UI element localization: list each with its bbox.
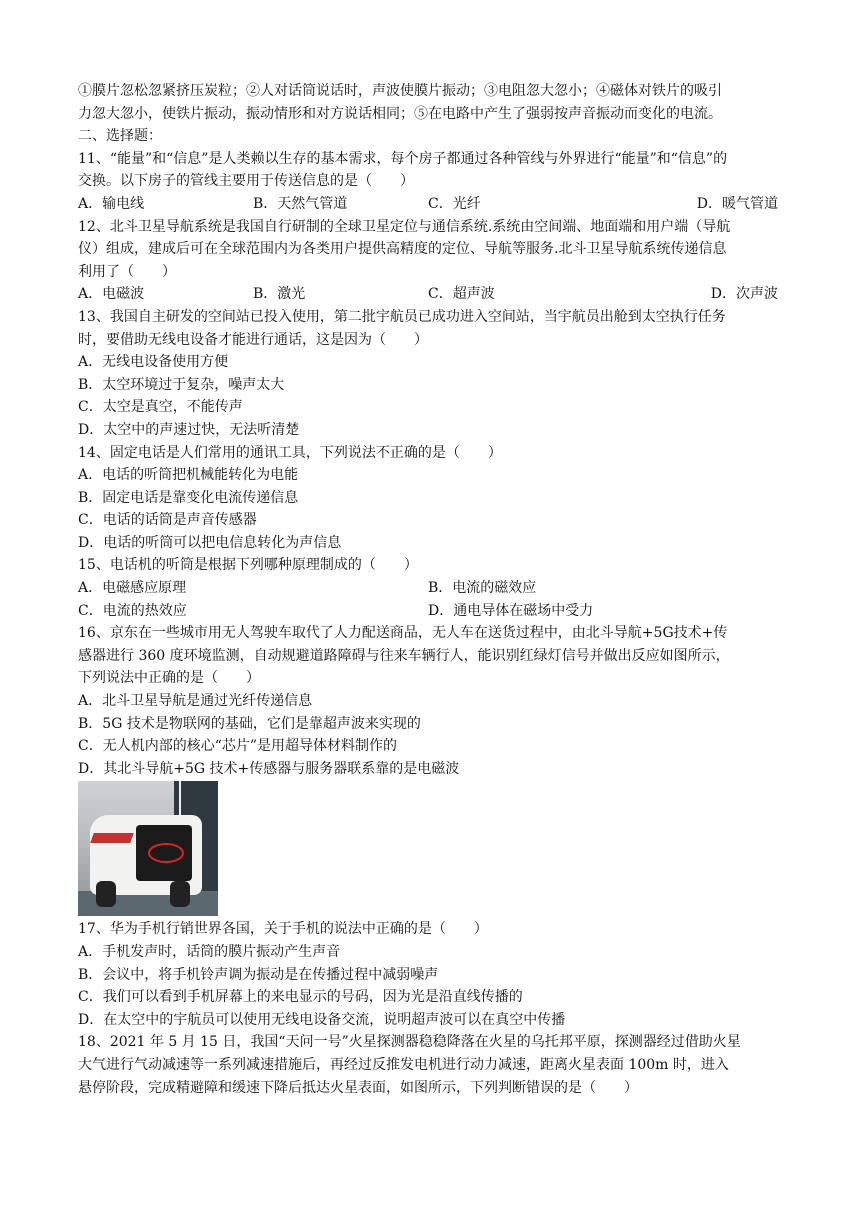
- option-c[interactable]: C．电话的话筒是声音传感器: [78, 512, 257, 529]
- option-a[interactable]: A．电磁波: [78, 286, 145, 303]
- intro-line-1: ①膜片忽松忽紧挤压炭粒；②人对话筒说话时，声波使膜片振动；③电阻忽大忽小；④磁体对铁片的吸引: [78, 83, 722, 99]
- option-b[interactable]: B．激光: [253, 286, 306, 303]
- question-16: [78, 622, 778, 916]
- question-stem: 13、我国自主研发的空间站已投入使用，第二批宇航员已成功进入空间站，当宇航员出舱到太空执行任务: [78, 308, 726, 325]
- question-11: [78, 148, 778, 216]
- option-b[interactable]: B．会议中，将手机铃声调为振动是在传播过程中减弱噪声: [78, 966, 439, 983]
- question-stem: 17、华为手机行销世界各国，关于手机的说法中正确的是（ ）: [78, 921, 488, 938]
- question-14: [78, 442, 778, 555]
- option-d[interactable]: D．在太空中的宇航员可以使用无线电设备交流，说明超声波可以在真空中传播: [78, 1011, 566, 1028]
- intro-line-2: 力忽大忽小，使铁片振动，振动情形和对方说话相同；⑤在电路中产生了强弱按声音振动而变化的电流。: [78, 105, 722, 122]
- question-stem: 16、京东在一些城市用无人驾驶车取代了人力配送商品，无人车在送货过程中，由北斗导航+5G技术+传: [78, 625, 728, 642]
- option-c[interactable]: C．我们可以看到手机屏幕上的来电显示的号码，因为光是沿直线传播的: [78, 989, 523, 1006]
- question-stem: 悬停阶段，完成精避障和缓速下降后抵达火星表面，如图所示，下列判断错误的是（ ）: [78, 1079, 638, 1096]
- option-b[interactable]: B．电流的磁效应: [428, 580, 537, 597]
- option-a[interactable]: A．北斗卫星导航是通过光纤传递信息: [78, 693, 313, 710]
- option-a[interactable]: A．电磁感应原理: [78, 580, 187, 597]
- option-d[interactable]: D．暖气管道: [696, 195, 778, 212]
- question-13: [78, 306, 778, 442]
- option-a[interactable]: A．输电线: [78, 195, 145, 212]
- option-a[interactable]: A．手机发声时，话筒的膜片振动产生声音: [78, 944, 341, 960]
- question-15: [78, 554, 778, 622]
- question-stem: 15、电话机的听筒是根据下列哪种原理制成的（ ）: [78, 557, 418, 574]
- question-stem: 18、2021 年 5 月 15 日，我国“天问一号”火星探测器稳稳降落在火星的乌托邦平原，探测器经过借助火星: [78, 1034, 741, 1051]
- question-stem: 14、固定电话是人们常用的通讯工具，下列说法不正确的是（ ）: [78, 444, 502, 461]
- option-c[interactable]: C．光纤: [428, 195, 481, 212]
- document-page: [78, 80, 778, 1099]
- question-12: [78, 216, 778, 306]
- option-b[interactable]: B．太空环境过于复杂，噪声太大: [78, 376, 285, 393]
- question-stem: 仪）组成，建成后可在全球范围内为各类用户提供高精度的定位、导航等服务.北斗卫星导航系统传递信息: [78, 241, 727, 258]
- option-c[interactable]: C．电流的热效应: [78, 602, 187, 619]
- option-b[interactable]: B．天然气管道: [253, 195, 348, 212]
- question-stem: 12、北斗卫星导航系统是我国自行研制的全球卫星定位与通信系统.系统由空间端、地面端和用户端（导航: [78, 218, 731, 235]
- section-title: 二、选择题：: [78, 128, 162, 145]
- option-b[interactable]: B．固定电话是靠变化电流传递信息: [78, 489, 299, 506]
- option-c[interactable]: C．太空是真空，不能传声: [78, 399, 243, 416]
- question-17: [78, 918, 778, 1031]
- option-d[interactable]: D．太空中的声速过快，无法听清楚: [78, 421, 300, 438]
- question-stem: 利用了（ ）: [78, 263, 176, 280]
- option-a[interactable]: A．无线电设备使用方便: [78, 354, 229, 371]
- question-stem: 下列说法中正确的是（ ）: [78, 670, 260, 687]
- option-b[interactable]: B．5G 技术是物联网的基础，它们是靠超声波来实现的: [78, 715, 421, 732]
- option-c[interactable]: C．无人机内部的核心“芯片”是用超导体材料制作的: [78, 738, 398, 755]
- question-18: [78, 1031, 778, 1099]
- option-d[interactable]: D．电话的听筒可以把电信息转化为声信息: [78, 534, 342, 551]
- option-d[interactable]: D．通电导体在磁场中受力: [428, 602, 594, 619]
- option-c[interactable]: C．超声波: [428, 286, 495, 303]
- delivery-robot-photo: [78, 781, 218, 916]
- question-stem: 交换。以下房子的管线主要用于传送信息的是（ ）: [78, 173, 414, 190]
- options-row: [78, 193, 778, 216]
- options-grid: [78, 577, 778, 622]
- question-stem: 时，要借助无线电设备才能进行通话，这是因为（ ）: [78, 331, 428, 348]
- option-d[interactable]: D．其北斗导航+5G 技术+传感器与服务器联系靠的是电磁波: [78, 760, 460, 777]
- question-stem: 大气进行气动减速等一系列减速措施后，再经过反推发电机进行动力减速，距离火星表面 100m 时，进入: [78, 1056, 729, 1073]
- option-d[interactable]: D．次声波: [710, 286, 778, 303]
- options-row: [78, 283, 778, 306]
- question-stem: 感器进行 360 度环境监测，自动规避道路障碍与往来车辆行人，能识别红绿灯信号并做出反应如图所示，: [78, 647, 730, 664]
- question-stem: 11、“能量”和“信息”是人类赖以生存的基本需求，每个房子都通过各种管线与外界进行“能量”和“信息”的: [78, 150, 728, 167]
- option-a[interactable]: A．电话的听筒把机械能转化为电能: [78, 467, 299, 484]
